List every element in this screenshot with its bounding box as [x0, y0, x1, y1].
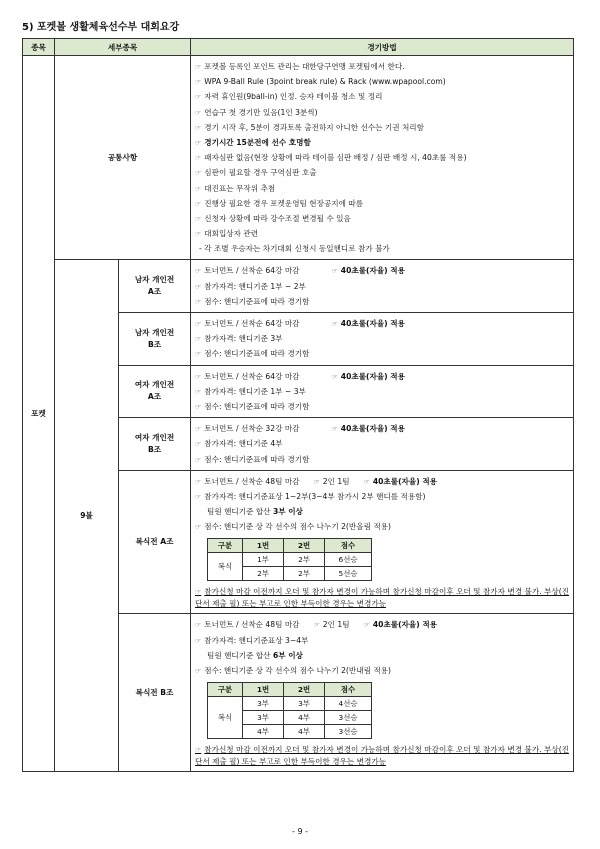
doubles-b-name: 복식전 B조: [119, 614, 191, 772]
pointing-hand-icon: ☞: [313, 621, 320, 630]
common-row: [23, 56, 574, 260]
header-subcategory: 세부종목: [55, 39, 191, 56]
section-title: 5) 포켓볼 생활체육선수부 대회요강: [22, 22, 180, 33]
event-content: ☞ 토너먼트 / 선착순 64강 마감 ☞ 40초룰(자율) 적용 ☞ 참가자격: 핸디기준 3부 ☞ 점수: 핸디기준표에 따라 경기함: [191, 313, 574, 366]
pointing-hand-icon: ☞: [331, 267, 338, 276]
table-row: 복식 1부 2부 6선승: [208, 553, 372, 567]
pointing-hand-icon: ☞: [331, 425, 338, 434]
common-label: 공통사항: [55, 56, 191, 260]
pointing-hand-icon: ☞: [195, 588, 202, 597]
pointing-hand-icon: ☞: [313, 477, 320, 486]
doubles-b-notice: ☞ 참가신청 마감 이전까지 오더 및 참가자 변경이 가능하며 참가신청 마감이후 오더 및 참가자 변경 불가. 부상(진단서 제출 필) 또는 부고로 인한 부득이한 경우는 변경가능: [195, 745, 569, 767]
pointing-hand-icon: ☞: [195, 477, 202, 486]
table-row: 3부 4부 3선승: [208, 711, 372, 725]
pointing-hand-icon: ☞: [363, 621, 370, 630]
pointing-hand-icon: ☞: [195, 297, 202, 306]
pointing-hand-icon: ☞: [195, 282, 202, 291]
event-name: 여자 개인전 A조: [119, 365, 191, 418]
table-row: 4부 4부 3선승: [208, 725, 372, 739]
pointing-hand-icon: ☞: [195, 63, 202, 71]
event-content: ☞ 토너먼트 / 선착순 64강 마감 ☞ 40초룰(자율) 적용 ☞ 참가자격: 핸디기준 1부 ~ 3부 ☞ 점수: 핸디기준표에 따라 경기함: [191, 365, 574, 418]
list-item: ☞ WPA 9-Ball Rule (3point break rule) & Rack (www.wpapool.com): [195, 77, 446, 87]
table-row: 복식 3부 3부 4선승: [208, 697, 372, 711]
list-item: ☞ 연습구 첫 경기만 있음(1인 3분씩): [195, 107, 318, 117]
list-item: ☞ 신청자 상황에 따라 강수조절 변경될 수 있음: [195, 213, 351, 223]
pointing-hand-icon: ☞: [195, 93, 202, 102]
pointing-hand-icon: ☞: [195, 523, 202, 532]
list-item-note: - 각 조별 우승자는 차기대회 신청시 동일핸디로 참가 불가: [199, 244, 390, 254]
nine-ball-cell: 9볼: [55, 260, 119, 772]
pointing-hand-icon: ☞: [195, 335, 202, 344]
pointing-hand-icon: ☞: [195, 123, 202, 132]
pointing-hand-icon: ☞: [195, 492, 202, 501]
pointing-hand-icon: ☞: [195, 667, 202, 675]
pointing-hand-icon: ☞: [195, 78, 202, 87]
pointing-hand-icon: ☞: [363, 477, 370, 486]
pointing-hand-icon: ☞: [331, 372, 338, 381]
pointing-hand-icon: ☞: [195, 108, 202, 117]
event-name: 남자 개인전 A조: [119, 260, 191, 313]
common-content: [191, 56, 574, 260]
pointing-hand-icon: ☞: [195, 746, 202, 755]
pointing-hand-icon: ☞: [195, 320, 202, 328]
doubles-b-score-table: 구분 1번 2번 점수 복식 3부 3부 4선승 3부 4부 3선승 4부 4부 3선승: [207, 682, 372, 739]
list-item: ☞ 경기시간 15분전에 선수 호명함: [195, 137, 311, 147]
list-item: ☞ 포켓볼 등록인 포인트 관리는 대한당구연맹 포켓팀에서 한다.: [195, 62, 405, 71]
pointing-hand-icon: ☞: [195, 621, 202, 630]
doubles-b-content: ☞ 토너먼트 / 선착순 48팀 마감 ☞ 2인 1팀 ☞ 40초룰(자율) 적용 ☞ 참가자격: 핸디기준표상 3~4부 팀원 핸디기준 합산 6부 이상 ☞ 점수: 핸디기준 상 각 선수의 점수 나누기 2(반내림 적용) 구분 1번 2번 점수 복식 3부 3부 4선승 3부 4부 3선승 4부 4부 3선승 ☞ 참가신청 마감 이전까지 오더 및 참가자 변경이 가능하며 참가신청 마감이후 오더 및 참가자 변경 불가. 부상(진단서 제출 필) 또는 부고로 인한 부득이한 경우는 변경가능: [191, 614, 574, 772]
pointing-hand-icon: ☞: [195, 199, 202, 208]
page-number: - 9 -: [292, 827, 308, 836]
event-content: ☞ 토너먼트 / 선착순 64강 마감 ☞ 40초룰(자율) 적용 ☞ 참가자격: 핸디기준 1부 ~ 2부 ☞ 점수: 핸디기준표에 따라 경기함: [191, 260, 574, 313]
pointing-hand-icon: ☞: [195, 440, 202, 449]
pointing-hand-icon: ☞: [195, 387, 202, 396]
rules-table: [22, 38, 574, 772]
doubles-a-content: ☞ 토너먼트 / 선착순 48팀 마감 ☞ 2인 1팀 ☞ 40초룰(자율) 적용 ☞ 참가자격: 핸디기준표상 1~2부(3~4부 참가시 2부 핸디를 적용함) 팀원 핸디기준 합산 3부 이상 ☞ 점수: 핸디기준 상 각 선수의 점수 나누기 2(반올림 적용) 구분 1번 2번 점수 복식 1부 2부 6선승 2부 2부 5선승 ☞ 참가신청 마감 이전까지 오더 및 참가자 변경이 가능하며 참가신청 마감이후 오더 및 참가자 변경 불가. 부상(진단서 제출 필) 또는 부고로 인한 부득이한 경우는 변경가능: [191, 470, 574, 614]
table-row: 2부 2부 5선승: [208, 567, 372, 581]
pointing-hand-icon: ☞: [195, 350, 202, 359]
header-category: 종목: [23, 39, 55, 56]
pointing-hand-icon: ☞: [195, 267, 202, 276]
list-item: ☞ 경기 시작 후, 5분이 경과토록 출전하지 아니한 선수는 기권 처리함: [195, 122, 424, 132]
doubles-a-notice: ☞ 참가신청 마감 이전까지 오더 및 참가자 변경이 가능하며 참가신청 마감이후 오더 및 참가자 변경 불가. 부상(진단서 제출 필) 또는 부고로 인한 부득이한 경우는 변경가능: [195, 587, 569, 609]
pointing-hand-icon: ☞: [195, 425, 202, 434]
list-item: ☞ 진행상 필요한 경우 포켓운영팀 현장공지에 따름: [195, 198, 364, 208]
list-item: ☞ 패자심판 없음(현장 상황에 따라 테이블 심판 배정 / 심판 배정 시, 40초룰 적용): [195, 153, 467, 163]
list-item: ☞ 대회입상자 관련: [195, 229, 259, 239]
event-name: 여자 개인전 B조: [119, 418, 191, 471]
pointing-hand-icon: ☞: [331, 320, 338, 328]
table-header: [23, 39, 574, 56]
list-item: ☞ 대진표는 무작위 추첨: [195, 183, 276, 193]
doubles-a-name: 복식전 A조: [119, 470, 191, 614]
pointing-hand-icon: ☞: [195, 214, 202, 223]
pointing-hand-icon: ☞: [195, 230, 202, 239]
event-content: ☞ 토너먼트 / 선착순 32강 마감 ☞ 40초룰(자율) 적용 ☞ 참가자격: 핸디기준 4부 ☞ 점수: 핸디기준표에 따라 경기함: [191, 418, 574, 471]
category-cell: 포켓: [23, 56, 55, 772]
pointing-hand-icon: ☞: [195, 184, 202, 193]
pointing-hand-icon: ☞: [195, 138, 202, 147]
header-method: 경기방법: [191, 39, 574, 56]
pointing-hand-icon: ☞: [195, 169, 202, 178]
pointing-hand-icon: ☞: [195, 455, 202, 464]
event-row: [23, 260, 574, 313]
pointing-hand-icon: ☞: [195, 372, 202, 381]
list-item: ☞ 심판이 필요할 경우 구역심판 호출: [195, 168, 317, 178]
pointing-hand-icon: ☞: [195, 154, 202, 163]
pointing-hand-icon: ☞: [195, 636, 202, 645]
pointing-hand-icon: ☞: [195, 402, 202, 411]
list-item: ☞ 자력 휴인원(9ball-in) 인정. 승자 테이블 청소 및 정리: [195, 92, 383, 102]
doubles-a-score-table: 구분 1번 2번 점수 복식 1부 2부 6선승 2부 2부 5선승: [207, 538, 372, 581]
event-name: 남자 개인전 B조: [119, 313, 191, 366]
